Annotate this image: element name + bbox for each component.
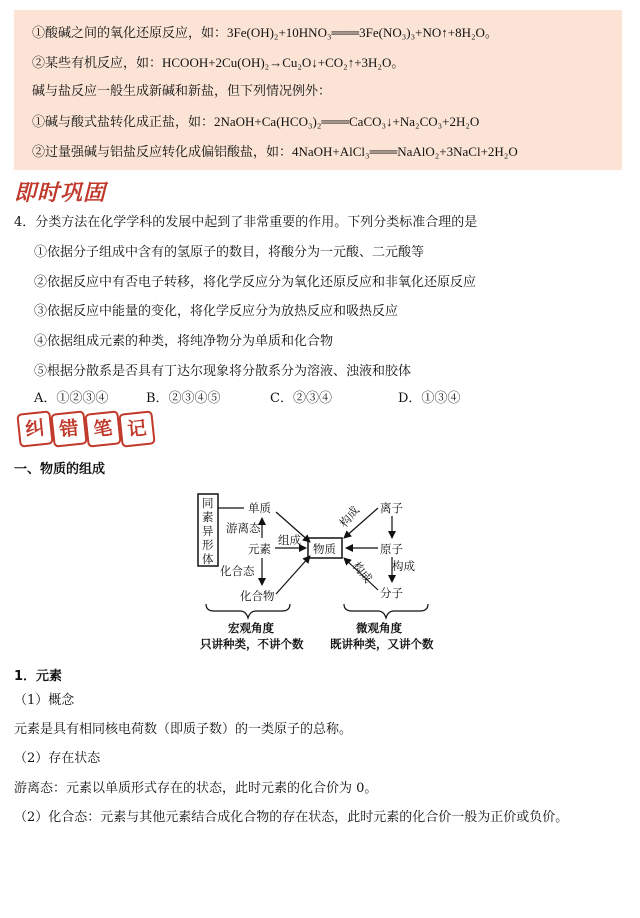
- micro-brace: [344, 604, 428, 618]
- ion-label: 离子: [380, 501, 403, 515]
- compose-label: 组成: [278, 533, 301, 547]
- allotrope-char-1: 同: [202, 496, 214, 510]
- stamp-char-1: 纠: [16, 410, 53, 447]
- macro-subtitle: 只讲种类，不讲个数: [200, 637, 304, 651]
- note-line-2: ②某些有机反应，如：HCOOH+2Cu(OH)₂→Cu₂O↓+CO₂↑+3H₂O。: [32, 55, 405, 70]
- part1-definition: 元素是具有相同核电荷数（即质子数）的一类原子的总称。: [14, 722, 353, 737]
- macro-title: 宏观角度: [228, 621, 274, 635]
- micro-title: 微观角度: [356, 621, 402, 635]
- note-line-3: 碱与盐反应一般生成新碱和新盐，但下列情况例外：: [32, 84, 332, 99]
- question-item-3: ③依据反应中能量的变化，将化学反应分为放热反应和吸热反应: [34, 304, 399, 319]
- note-line-4: ①碱与酸式盐转化成正盐，如：2NaOH+Ca(HCO₃)₂═══CaCO₃↓+Na₂CO₃+2H₂O: [32, 114, 480, 129]
- allotrope-char-3: 异: [202, 524, 214, 538]
- option-d: D．①③④: [398, 391, 461, 406]
- combined-state-label: 化合态: [220, 564, 255, 578]
- part1-title: 1．元素: [14, 669, 63, 684]
- question-item-1: ①依据分子组成中含有的氢原子的数目，将酸分为一元酸、二元酸等: [34, 245, 425, 260]
- substance-label: 物质: [313, 542, 336, 556]
- compound-label: 化合物: [240, 589, 275, 603]
- free-state-label: 游离态: [226, 521, 261, 535]
- note-line-1: ①酸碱之间的氧化还原反应，如：3Fe(OH)₂+10HNO₃═══3Fe(NO₃)₃+NO↑+8H₂O。: [32, 25, 498, 40]
- question-item-4: ④依据组成元素的种类，将纯净物分为单质和化合物: [34, 334, 334, 349]
- stamp-char-3: 笔: [84, 410, 121, 447]
- constitute-bottom-label: 构成: [349, 558, 376, 586]
- constitute-mid-label: 构成: [392, 559, 415, 573]
- question-stem: 4．分类方法在化学学科的发展中起到了非常重要的作用。下列分类标准合理的是: [14, 215, 478, 230]
- macro-brace: [206, 604, 290, 618]
- element-label: 元素: [248, 542, 271, 556]
- part1-sub2: （2）存在状态: [14, 751, 101, 766]
- part1-free-state: 游离态：元素以单质形式存在的状态，此时元素的化合价为 0。: [14, 781, 378, 796]
- arrow-compound-to-substance: [276, 556, 310, 594]
- atom-label: 原子: [380, 542, 403, 556]
- allotrope-char-4: 形: [202, 538, 214, 552]
- part1-combined-state: （2）化合态：元素与其他元素结合成化合物的存在状态，此时元素的化合价一般为正价或负价。: [14, 810, 569, 825]
- micro-subtitle: 既讲种类，又讲个数: [330, 637, 434, 651]
- allotrope-char-2: 素: [202, 510, 214, 524]
- consolidate-banner: 即时巩固: [14, 181, 107, 206]
- option-a: A．①②③④: [34, 391, 109, 406]
- option-b: B．②③④⑤: [146, 391, 221, 406]
- question-item-5: ⑤根据分散系是否具有丁达尔现象将分散系分为溶液、浊液和胶体: [34, 364, 412, 379]
- molecule-label: 分子: [380, 586, 403, 600]
- elemental-label: 单质: [248, 501, 271, 515]
- stamp-char-2: 错: [50, 410, 87, 447]
- part1-sub1: （1）概念: [14, 693, 75, 708]
- question-item-2: ②依据反应中有否电子转移，将化学反应分为氧化还原反应和非氧化还原反应: [34, 275, 477, 290]
- option-c: C．②③④: [270, 391, 332, 406]
- stamp-char-4: 记: [118, 410, 155, 447]
- allotrope-char-5: 体: [202, 552, 214, 566]
- constitute-top-label: 构成: [336, 503, 363, 530]
- note-line-5: ②过量强碱与铝盐反应转化成偏铝酸盐，如：4NaOH+AlCl₃═══NaAlO₂+3NaCl+2H₂O: [32, 144, 518, 159]
- section-heading: 一、物质的组成: [14, 462, 106, 477]
